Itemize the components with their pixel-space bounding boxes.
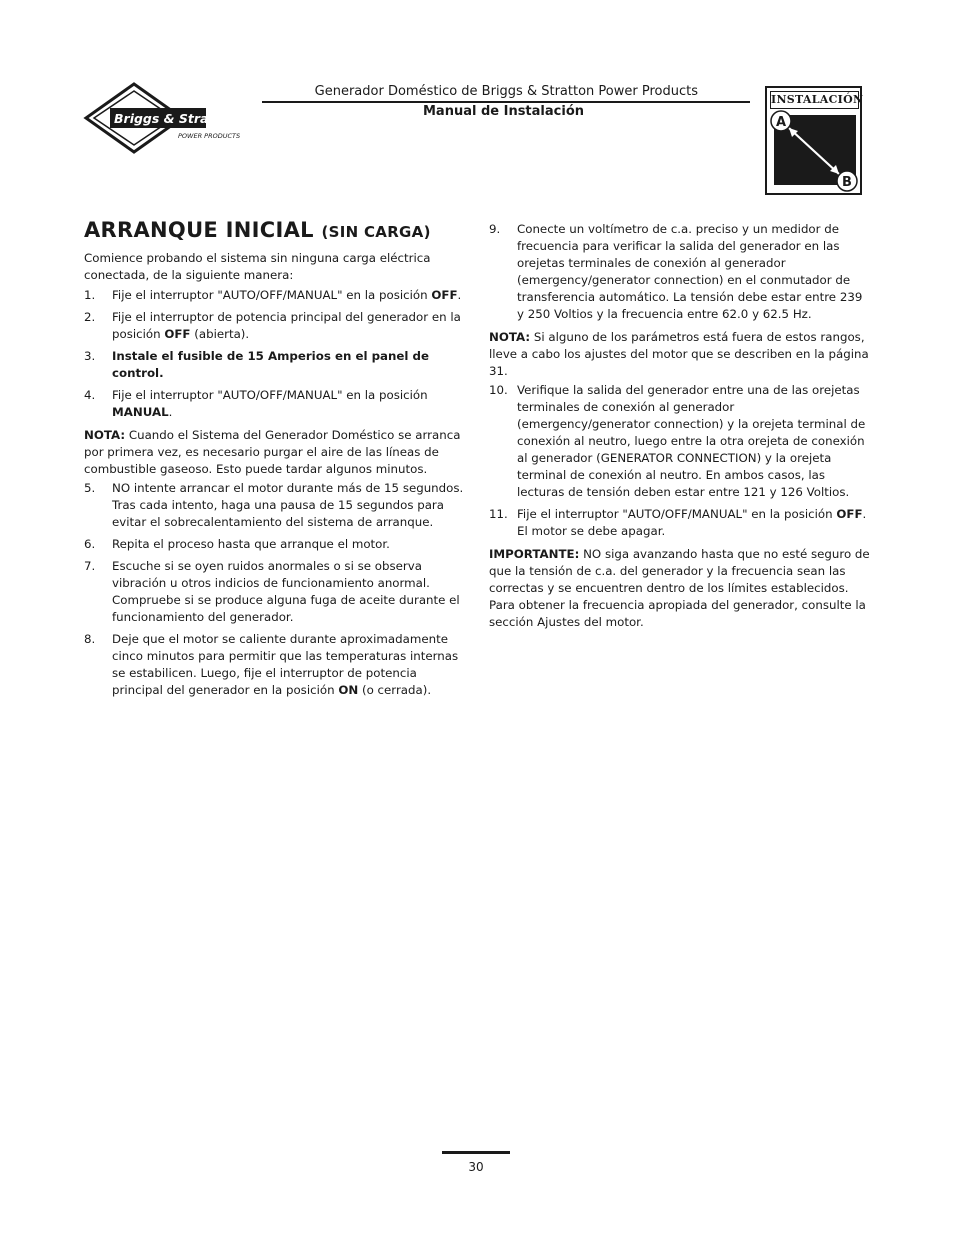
left-column bbox=[84, 218, 464, 704]
step-text: Escuche si se oyen ruidos anormales o si se observa vibración u otros indicios de funcionamiento anormal. Compruebe si se produce alguna fuga de aceite durante el funcionamiento del generador. bbox=[112, 559, 460, 624]
step-text: Fije el interruptor "AUTO/OFF/MANUAL" en la posición MANUAL. bbox=[112, 388, 428, 419]
step-item bbox=[84, 631, 464, 699]
header-rule bbox=[262, 101, 750, 103]
briggs-stratton-logo bbox=[82, 82, 254, 154]
badge-title: INSTALACIÓN bbox=[770, 91, 859, 109]
badge-label-a: A bbox=[775, 115, 787, 130]
step-number: 8. bbox=[84, 632, 96, 646]
note-paragraph: NOTA: Si alguno de los parámetros está fuera de estos rangos, lleve a cabo los ajustes del motor que se describen en la página 31. bbox=[489, 330, 869, 378]
step-text: Conecte un voltímetro de c.a. preciso y un medidor de frecuencia para verificar la salida del generador en las orejetas terminales de conexión al generador (emergency/generator connection) en el conmutador de transferencia automático. La tensión debe estar entre 239 y 250 Voltios y la frecuencia entre 62.0 y 62.5 Hz. bbox=[517, 222, 863, 321]
step-text: NO intente arrancar el motor durante más de 15 segundos. Tras cada intento, haga una pausa de 15 segundos para evitar el sobrecalentamiento del sistema de arranque. bbox=[112, 481, 464, 529]
note-paragraph: NOTA: Cuando el Sistema del Generador Doméstico se arranca por primera vez, es necesario purgar el aire de las líneas de combustible gaseoso. Esto puede tardar algunos minutos. bbox=[84, 428, 461, 476]
header-title: Generador Doméstico de Briggs & Stratton Power Products bbox=[314, 84, 698, 99]
step-number: 6. bbox=[84, 537, 96, 551]
installation-badge bbox=[765, 86, 862, 195]
step-item bbox=[84, 558, 464, 626]
step-text: Repita el proceso hasta que arranque el motor. bbox=[112, 537, 390, 551]
step-text: Fije el interruptor "AUTO/OFF/MANUAL" en la posición OFF. El motor se debe apagar. bbox=[517, 507, 867, 538]
step-item bbox=[84, 387, 464, 421]
step-number: 7. bbox=[84, 559, 96, 573]
step-number: 4. bbox=[84, 388, 96, 402]
a-to-b-arrow-icon bbox=[767, 88, 860, 193]
step-item bbox=[84, 536, 464, 553]
step-item bbox=[84, 287, 464, 304]
section-title bbox=[84, 218, 464, 244]
step-item bbox=[84, 480, 464, 531]
step-text: Fije el interruptor "AUTO/OFF/MANUAL" en la posición OFF. bbox=[112, 288, 462, 302]
important-paragraph: IMPORTANTE: NO siga avanzando hasta que no esté seguro de que la tensión de c.a. del generador y la frecuencia sean las correctas y se encuentren dentro de los límites establecidos. Para obtener la frecuencia apropiada del generador, consulte la sección Ajustes del motor. bbox=[489, 547, 870, 629]
step-text: Verifique la salida del generador entre una de las orejetas terminales de conexión al generador (emergency/generator connection) y la orejeta terminal de conexión al neutro, luego entre la otra orejeta de conexión al generador (GENERATOR CONNECTION) y la orejeta terminal de conexión al neutro. En ambos casos, las lecturas de tensión deben estar entre 121 y 126 Voltios. bbox=[517, 383, 866, 499]
step-number: 11. bbox=[489, 507, 508, 521]
step-number: 3. bbox=[84, 349, 96, 363]
intro-paragraph: Comience probando el sistema sin ninguna carga eléctrica conectada, de la siguiente manera: bbox=[84, 251, 431, 282]
step-number: 2. bbox=[84, 310, 96, 324]
step-text: Fije el interruptor de potencia principal del generador en la posición OFF (abierta). bbox=[112, 310, 461, 341]
step-text: Instale el fusible de 15 Amperios en el panel de control. bbox=[112, 349, 430, 380]
page-number: 30 bbox=[468, 1160, 484, 1174]
section-title-main: ARRANQUE INICIAL bbox=[84, 218, 314, 242]
step-item bbox=[489, 221, 871, 323]
step-item bbox=[84, 309, 464, 343]
step-item bbox=[489, 382, 871, 501]
logo-subtext: POWER PRODUCTS bbox=[178, 132, 241, 140]
right-column bbox=[489, 221, 871, 633]
step-number: 5. bbox=[84, 481, 96, 495]
header-subtitle: Manual de Instalación bbox=[422, 104, 584, 119]
section-title-sub: (SIN CARGA) bbox=[321, 223, 431, 241]
step-text: Deje que el motor se caliente durante aproximadamente cinco minutos para permitir que las temperaturas internas se estabilicen. Luego, fije el interruptor de potencia principal del generador en la posición ON (o cerrada). bbox=[112, 632, 459, 697]
step-item bbox=[84, 348, 464, 382]
step-item bbox=[489, 506, 871, 540]
step-number: 10. bbox=[489, 383, 508, 397]
step-number: 1. bbox=[84, 288, 96, 302]
badge-label-b: B bbox=[842, 175, 852, 190]
logo-text: Briggs & Stratton bbox=[114, 111, 238, 126]
step-number: 9. bbox=[489, 222, 501, 236]
page-number-rule bbox=[442, 1151, 510, 1154]
